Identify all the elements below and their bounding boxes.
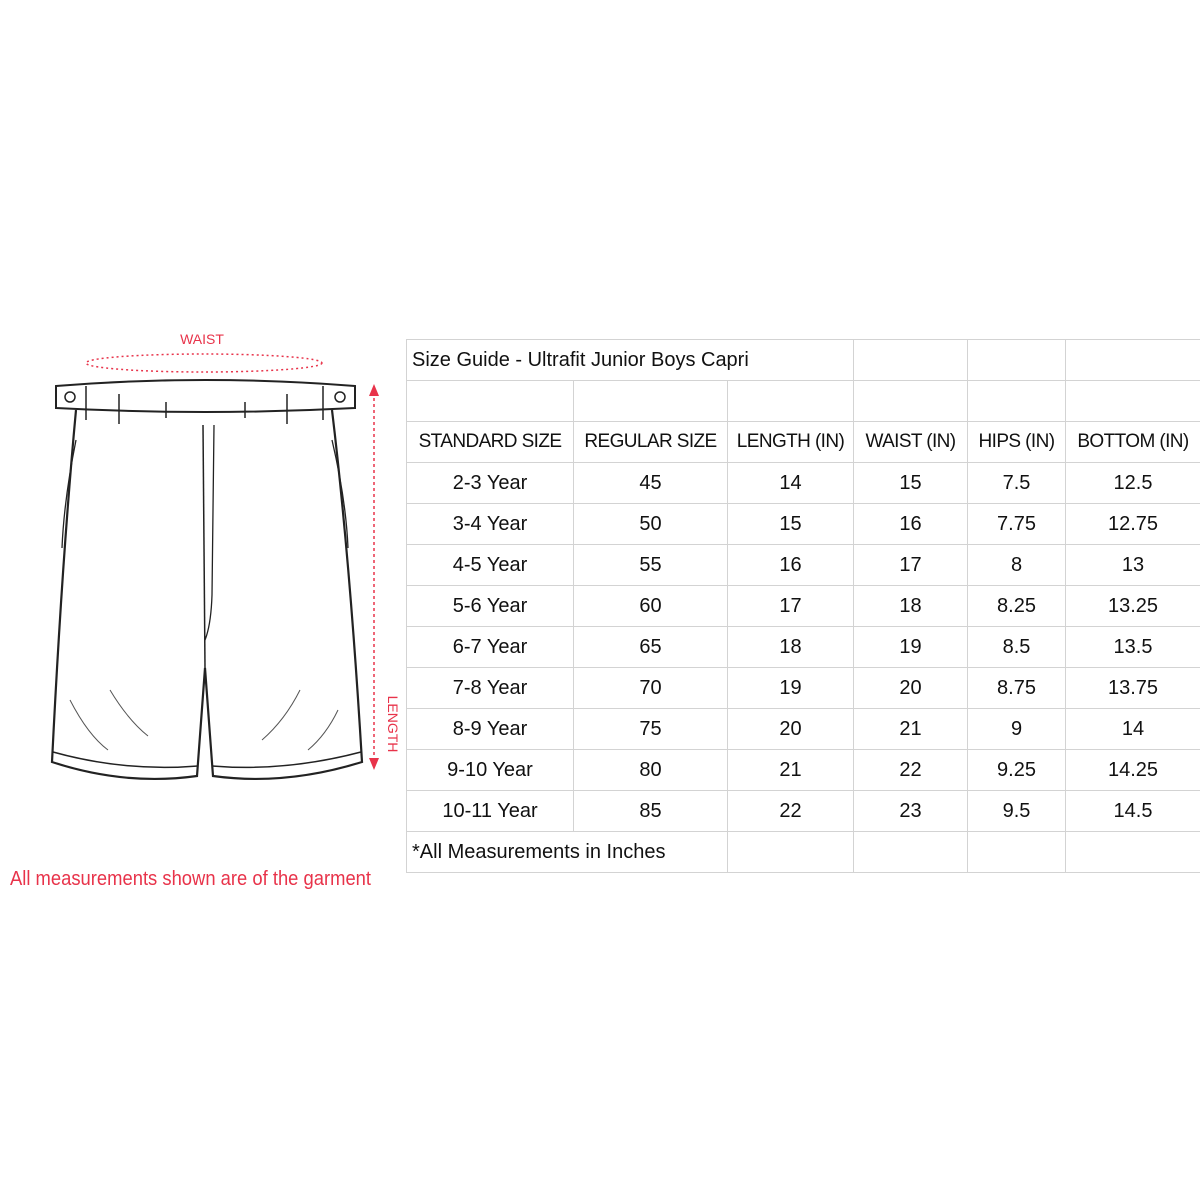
table-cell: 85 [574, 791, 728, 832]
table-cell: 14 [728, 463, 854, 504]
header-row [407, 422, 1200, 463]
table-cell: 75 [574, 709, 728, 750]
table-cell: 9 [968, 709, 1066, 750]
table-cell: 7.75 [968, 504, 1066, 545]
table-cell: 19 [728, 668, 854, 709]
table-cell: 15 [854, 463, 968, 504]
shorts-outline [52, 410, 362, 779]
table-cell: 13.5 [1066, 627, 1200, 668]
table-cell: 12.5 [1066, 463, 1200, 504]
length-label: LENGTH [385, 695, 401, 753]
table-cell: 7.5 [968, 463, 1066, 504]
table-cell: 9.25 [968, 750, 1066, 791]
table-cell: 9-10 Year [407, 750, 574, 791]
shorts-diagram [0, 320, 405, 800]
header-cell: HIPS (IN) [968, 422, 1066, 463]
table-cell: 18 [854, 586, 968, 627]
table-cell: 65 [574, 627, 728, 668]
table-cell: 13 [1066, 545, 1200, 586]
table-cell: 14.5 [1066, 791, 1200, 832]
table-cell: 19 [854, 627, 968, 668]
size-guide-table [406, 339, 1200, 873]
table-row [407, 586, 1200, 627]
table-cell: 4-5 Year [407, 545, 574, 586]
table-cell: 21 [854, 709, 968, 750]
waist-measure-ellipse [86, 354, 322, 372]
title-row [407, 340, 1200, 381]
table-cell: 16 [728, 545, 854, 586]
table-cell: 13.75 [1066, 668, 1200, 709]
table-cell: 20 [854, 668, 968, 709]
blank-row [407, 381, 1200, 422]
table-row [407, 627, 1200, 668]
table-row [407, 545, 1200, 586]
table-cell: 17 [728, 586, 854, 627]
table-cell: 8.5 [968, 627, 1066, 668]
table-cell: 17 [854, 545, 968, 586]
table-cell: 22 [728, 791, 854, 832]
table-row [407, 668, 1200, 709]
table-cell: 7-8 Year [407, 668, 574, 709]
table-cell: 15 [728, 504, 854, 545]
table-cell: 55 [574, 545, 728, 586]
table-cell: 60 [574, 586, 728, 627]
measurement-note: All measurements shown are of the garment [10, 868, 372, 890]
table-cell: 70 [574, 668, 728, 709]
waist-label: WAIST [180, 331, 224, 347]
footnote-row [407, 832, 1200, 873]
arrow-down-icon [369, 758, 379, 770]
table-cell: 3-4 Year [407, 504, 574, 545]
table-cell: 21 [728, 750, 854, 791]
header-cell: LENGTH (IN) [728, 422, 854, 463]
table-cell: 80 [574, 750, 728, 791]
table-cell: 20 [728, 709, 854, 750]
table-cell: 16 [854, 504, 968, 545]
table-cell: 13.25 [1066, 586, 1200, 627]
table-cell: 8 [968, 545, 1066, 586]
table-row [407, 791, 1200, 832]
header-cell: BOTTOM (IN) [1066, 422, 1200, 463]
table-cell: 10-11 Year [407, 791, 574, 832]
header-cell: WAIST (IN) [854, 422, 968, 463]
table-cell: 6-7 Year [407, 627, 574, 668]
table-row [407, 463, 1200, 504]
table-cell: 9.5 [968, 791, 1066, 832]
table-footnote: *All Measurements in Inches [407, 832, 728, 873]
table-cell: 14 [1066, 709, 1200, 750]
table-cell: 50 [574, 504, 728, 545]
table-cell: 45 [574, 463, 728, 504]
waistband [56, 380, 355, 412]
table-cell: 22 [854, 750, 968, 791]
table-row [407, 709, 1200, 750]
table-cell: 8.25 [968, 586, 1066, 627]
table-cell: 8.75 [968, 668, 1066, 709]
table-row [407, 750, 1200, 791]
table-cell: 23 [854, 791, 968, 832]
arrow-up-icon [369, 384, 379, 396]
table-row [407, 504, 1200, 545]
header-cell: STANDARD SIZE [407, 422, 574, 463]
table-cell: 12.75 [1066, 504, 1200, 545]
table-cell: 18 [728, 627, 854, 668]
header-cell: REGULAR SIZE [574, 422, 728, 463]
table-cell: 8-9 Year [407, 709, 574, 750]
table-title: Size Guide - Ultrafit Junior Boys Capri [407, 340, 854, 381]
table-cell: 14.25 [1066, 750, 1200, 791]
table-cell: 5-6 Year [407, 586, 574, 627]
table-cell: 2-3 Year [407, 463, 574, 504]
